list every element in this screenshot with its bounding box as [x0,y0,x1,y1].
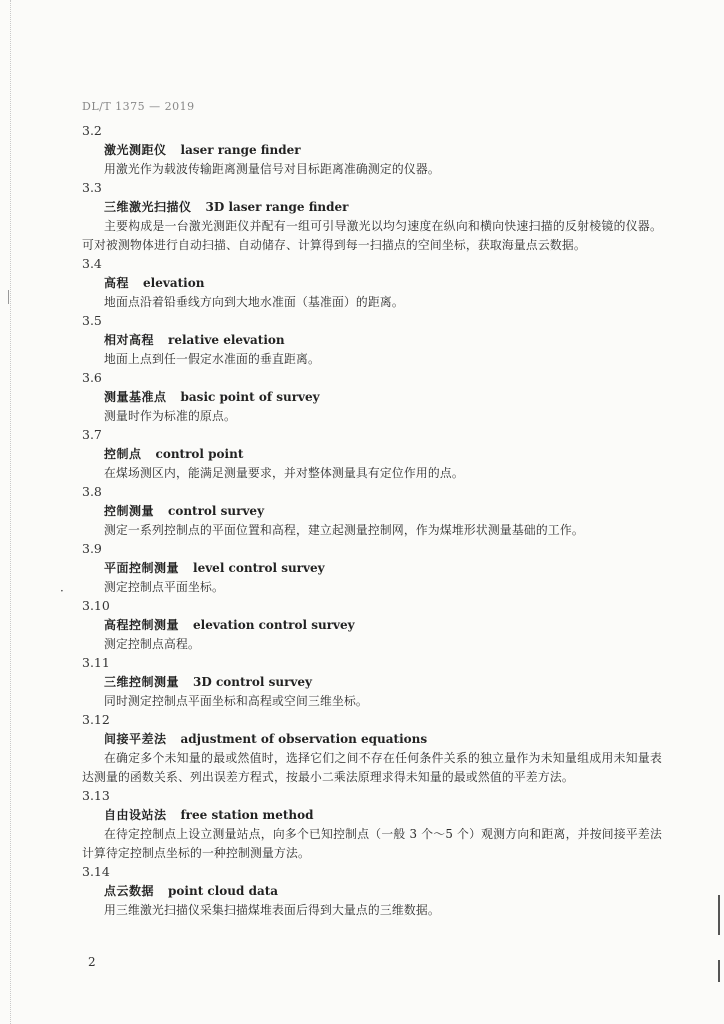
term-english: point cloud data [168,884,279,898]
term-entry [82,863,662,920]
entry-number: 3.8 [82,484,102,499]
entry-number: 3.4 [82,256,102,271]
term-english: laser range finder [180,143,301,157]
page-number: 2 [88,955,96,969]
term-english: control point [155,447,244,461]
term-definition: 主要构成是一台激光测距仪并配有一组可引导激光以均匀速度在纵向和横向快速扫描的反射棱镜的仪器。可对被测物体进行自动扫描、自动储存、计算得到每一扫描点的空间坐标，获取海量点云数据。 [82,219,662,252]
term-heading [104,444,662,464]
right-edge-mark [718,960,720,982]
term-english: basic point of survey [180,390,320,404]
term-chinese: 激光测距仪 [104,143,167,157]
term-chinese: 高程 [104,276,130,290]
entry-number: 3.10 [82,598,110,613]
term-definition: 地面上点到任一假定水准面的垂直距离。 [104,352,320,366]
entry-number: 3.5 [82,313,102,328]
entry-number: 3.11 [82,655,110,670]
term-definition: 测定控制点高程。 [104,637,200,651]
binding-edge [0,0,11,1024]
margin-bullet: · [60,584,64,598]
term-english: control survey [168,504,265,518]
entry-number: 3.3 [82,180,102,195]
term-entry [82,179,662,255]
term-heading [104,805,662,825]
term-heading [104,140,662,160]
term-entries [82,122,662,920]
term-heading [104,615,662,635]
term-definition: 在确定多个未知量的最或然值时，选择它们之间不存在任何条件关系的独立量作为未知量组成用未知量表达测量的函数关系、列出误差方程式，按最小二乘法原理求得未知量的最或然值的平差方法。 [82,751,662,784]
term-english: free station method [180,808,314,822]
term-english: level control survey [193,561,325,575]
term-entry [82,597,662,654]
term-english: adjustment of observation equations [180,732,428,746]
term-heading [104,558,662,578]
term-entry [82,540,662,597]
entry-number: 3.12 [82,712,110,727]
term-heading [104,881,662,901]
term-heading [104,387,662,407]
entry-number: 3.7 [82,427,102,442]
standard-number-header: DL/T 1375 — 2019 [82,100,195,113]
term-definition: 测定一系列控制点的平面位置和高程，建立起测量控制网，作为煤堆形状测量基础的工作。 [104,523,584,537]
term-english: elevation [143,276,205,290]
term-definition: 测定控制点平面坐标。 [104,580,224,594]
term-entry [82,255,662,312]
entry-number: 3.9 [82,541,102,556]
term-chinese: 控制点 [104,447,142,461]
entry-number: 3.14 [82,864,110,879]
term-heading [104,672,662,692]
term-heading [104,501,662,521]
term-chinese: 点云数据 [104,884,155,898]
term-english: relative elevation [168,333,285,347]
left-edge-mark [8,290,9,304]
term-english: 3D control survey [193,675,312,689]
term-heading [104,273,662,293]
term-entry [82,483,662,540]
term-entry [82,787,662,863]
term-chinese: 测量基准点 [104,390,167,404]
term-definition: 同时测定控制点平面坐标和高程或空间三维坐标。 [104,694,368,708]
term-chinese: 自由设站法 [104,808,167,822]
term-english: 3D laser range finder [205,200,349,214]
term-entry [82,426,662,483]
term-chinese: 平面控制测量 [104,561,180,575]
term-chinese: 三维控制测量 [104,675,180,689]
term-definition: 在煤场测区内，能满足测量要求，并对整体测量具有定位作用的点。 [104,466,464,480]
term-heading [104,330,662,350]
term-chinese: 三维激光扫描仪 [104,200,192,214]
entry-number: 3.6 [82,370,102,385]
term-definition: 在待定控制点上设立测量站点，向多个已知控制点（一般 3 个～5 个）观测方向和距离，并按间接平差法计算待定控制点坐标的一种控制测量方法。 [82,827,662,860]
term-definition: 用激光作为载波传输距离测量信号对目标距离准确测定的仪器。 [104,162,440,176]
right-edge-mark [718,895,720,935]
entry-number: 3.2 [82,123,102,138]
entry-number: 3.13 [82,788,110,803]
term-entry [82,711,662,787]
term-chinese: 相对高程 [104,333,155,347]
term-english: elevation control survey [193,618,355,632]
term-entry [82,369,662,426]
term-chinese: 控制测量 [104,504,155,518]
term-entry [82,312,662,369]
term-definition: 地面点沿着铅垂线方向到大地水准面（基准面）的距离。 [104,295,404,309]
term-chinese: 高程控制测量 [104,618,180,632]
term-definition: 用三维激光扫描仪采集扫描煤堆表面后得到大量点的三维数据。 [104,903,440,917]
term-heading [104,729,662,749]
term-heading [104,197,662,217]
term-entry [82,654,662,711]
term-entry [82,122,662,179]
term-definition: 测量时作为标准的原点。 [104,409,236,423]
term-chinese: 间接平差法 [104,732,167,746]
